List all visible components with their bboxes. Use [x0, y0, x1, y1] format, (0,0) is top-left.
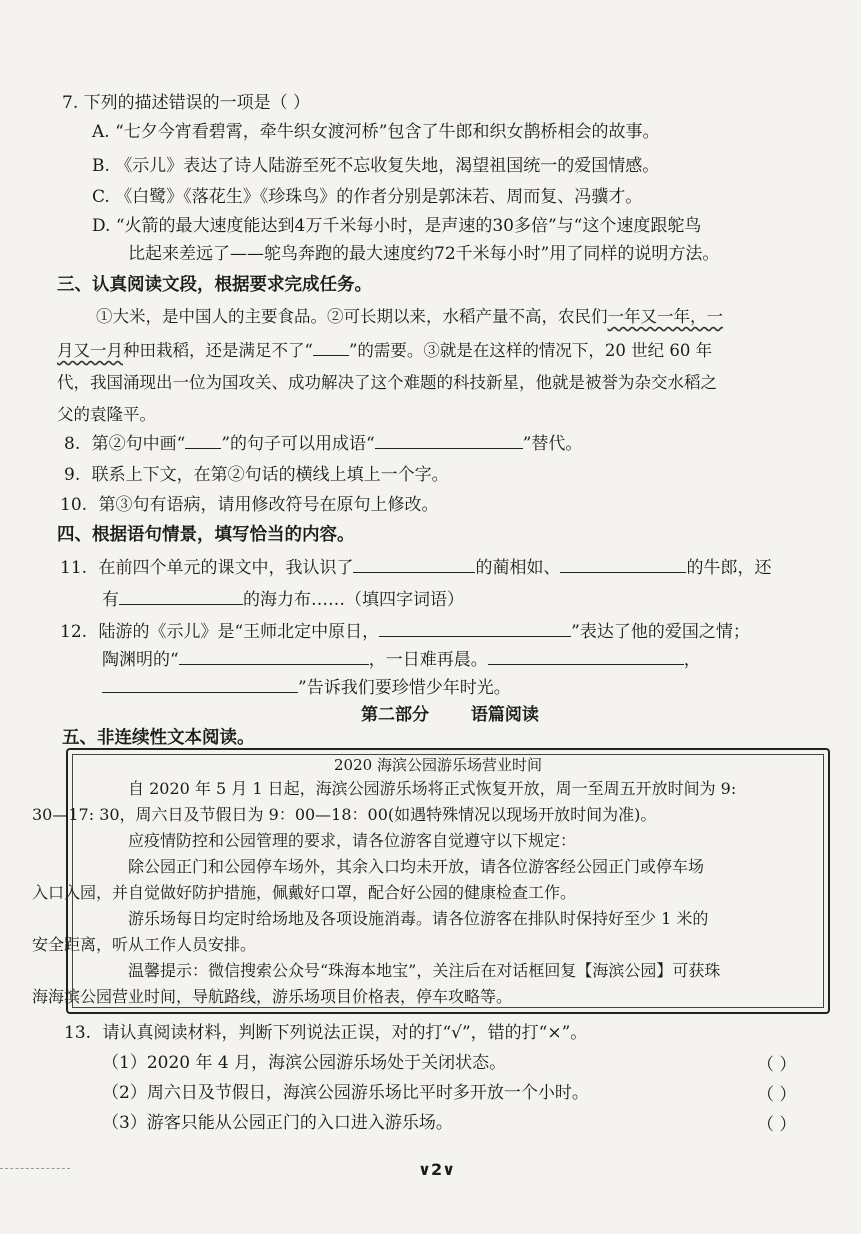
- part-label: 语篇阅读: [470, 705, 539, 725]
- q7-stem: [62, 92, 310, 114]
- q7-option-c: [92, 186, 642, 208]
- poem-blank[interactable]: [488, 648, 684, 665]
- notice-line: 游乐场每日均定时给场地及各项设施消毒。请各位游客在排队时保持好至少 1 米的: [128, 909, 709, 928]
- option-text: 《示儿》表达了诗人陆游至死不忘收复失地，渴望祖国统一的爱国情感。: [115, 156, 660, 176]
- notice-line: 除公园正门和公园停车场外，其余入口均未开放，请各位游客经公园正门或停车场: [128, 857, 705, 876]
- q7-option-d-cont: [128, 231, 720, 264]
- answer-parens[interactable]: （ ）: [757, 1085, 797, 1105]
- notice-line: 自 2020 年 5 月 1 日起，海滨公园游乐场将正式恢复开放，周一至周五开放时间为 9:: [128, 779, 737, 798]
- question-text: 有: [102, 590, 119, 610]
- question-text: 下列的描述错误的一项是（ ）: [83, 93, 311, 113]
- notice-box: [32, 748, 830, 1014]
- notice-title: 2020 海滨公园游乐场营业时间: [334, 756, 542, 774]
- page-mark-right: ∨: [442, 1160, 456, 1179]
- q7-option-a: [92, 121, 659, 143]
- fill-blank[interactable]: [313, 339, 349, 356]
- poem-blank[interactable]: [102, 676, 298, 693]
- option-label: C.: [92, 187, 110, 207]
- question-text: 请认真阅读材料，判断下列说法正误，对的打“√”，错的打“×”。: [102, 1023, 588, 1043]
- question-text: 陶渊明的“: [102, 650, 179, 670]
- question-number: 12.: [60, 622, 88, 642]
- question-text: ，一日难再晨。: [368, 650, 488, 670]
- passage-text: 种田栽稻，还是满足不了“: [123, 341, 313, 360]
- question-number: 10.: [60, 495, 88, 515]
- answer-parens[interactable]: （ ）: [757, 1055, 797, 1075]
- section-3-title: 三、认真阅读文段，根据要求完成任务。: [57, 275, 372, 295]
- option-text: “火箭的最大速度能达到4万千米每小时，是声速的30多倍”与“这个速度跟鸵鸟: [115, 216, 702, 236]
- notice-line: 入口入园，并自觉做好防护措施，佩戴好口罩，配合好公园的健康检查工作。: [32, 883, 577, 902]
- question-number: 13.: [64, 1023, 92, 1043]
- q11-line-1: [60, 556, 771, 579]
- poem-blank[interactable]: [179, 648, 369, 665]
- passage-line-1: [96, 306, 723, 328]
- passage-text: ”的需要。③就是在这样的情况下，20 世纪 60 年: [348, 341, 713, 360]
- fill-blank[interactable]: [353, 556, 475, 573]
- q12-line-2: [102, 648, 701, 671]
- passage-line-4: 父的袁隆平。: [57, 405, 156, 424]
- passage-line-2: [57, 339, 712, 362]
- page-mark-left: ∨: [418, 1160, 431, 1179]
- section-4-title: 四、根据语句情景，填写恰当的内容。: [57, 525, 355, 545]
- q9: [64, 464, 449, 486]
- question-number: 11.: [60, 558, 88, 578]
- fill-blank[interactable]: [185, 432, 221, 449]
- notice-line: 安全距离，听从工作人员安排。: [32, 935, 257, 954]
- part-label: 第二部分: [361, 705, 429, 725]
- fill-blank[interactable]: [119, 588, 243, 605]
- question-number: 7.: [62, 93, 79, 113]
- q8: [64, 432, 582, 455]
- wavy-underlined-text: 一年又一年，一: [607, 307, 723, 326]
- question-text: 在前四个单元的课文中，我认识了: [98, 558, 354, 578]
- question-text: ”的句子可以用成语“: [221, 434, 375, 454]
- part-2-header: [361, 704, 539, 726]
- question-text: ”表达了他的爱国之情；: [571, 622, 750, 642]
- q10: [60, 494, 438, 516]
- q13-item-1: （1）2020 年 4 月，海滨公园游乐场处于关闭状态。: [102, 1053, 507, 1073]
- q12-line-1: [60, 620, 750, 643]
- page-number: [418, 1160, 455, 1179]
- question-text: ”替代。: [522, 434, 583, 454]
- q13-item-2: （2）周六日及节假日，海滨公园游乐场比平时多开放一个小时。: [102, 1083, 589, 1103]
- question-text: 的海力布……（填四字词语）: [243, 590, 464, 610]
- section-5-title: 五、非连续性文本阅读。: [62, 728, 255, 748]
- question-text: 的蔺相如、: [475, 558, 561, 578]
- question-number: 9.: [64, 465, 81, 485]
- question-text: 陆游的《示儿》是“王师北定中原日，: [98, 622, 380, 642]
- question-text: ，: [683, 650, 701, 670]
- question-text: 第③句有语病，请用修改符号在原句上修改。: [98, 495, 439, 515]
- notice-line: 海海滨公园营业时间，导航路线，游乐场项目价格表，停车攻略等。: [32, 987, 513, 1006]
- poem-blank[interactable]: [379, 620, 571, 637]
- answer-parens[interactable]: （ ）: [757, 1115, 797, 1135]
- option-text: 比起来差远了——鸵鸟奔跑的最大速度约72千米每小时”用了同样的说明方法。: [128, 244, 720, 264]
- question-number: 8.: [64, 434, 81, 454]
- passage-line-3: 代，我国涌现出一位为国攻关、成功解决了这个难题的科技新星，他就是被誉为杂交水稻之: [57, 373, 717, 392]
- option-label: D.: [92, 216, 111, 236]
- passage-text: ①大米，是中国人的主要食品。②可长期以来，水稻产量不高，农民们: [96, 307, 608, 326]
- option-text: “七夕今宵看碧霄，牵牛织女渡河桥”包含了牛郎和织女鹊桥相会的故事。: [115, 122, 660, 142]
- option-label: A.: [92, 122, 110, 142]
- q13-item-3: （3）游客只能从公园正门的入口进入游乐场。: [102, 1113, 453, 1133]
- notice-line: 应疫情防控和公园管理的要求，请各位游客自觉遵守以下规定：: [128, 831, 577, 850]
- wavy-underlined-text: 月又一月: [57, 341, 123, 360]
- question-text: 的牛郎，还: [686, 558, 772, 578]
- option-text: 《白鹭》《落花生》《珍珠鸟》的作者分别是郭沫若、周而复、冯骥才。: [115, 187, 643, 207]
- option-label: B.: [92, 156, 110, 176]
- scan-line: [0, 1168, 70, 1169]
- q11-line-2: [102, 588, 464, 611]
- fill-blank[interactable]: [560, 556, 686, 573]
- idiom-blank[interactable]: [375, 432, 523, 449]
- notice-line: 30—17: 30，周六日及节假日为 9：00—18：00(如遇特殊情况以现场开放时间为准)。: [32, 805, 657, 824]
- notice-line: 温馨提示：微信搜索公众号“珠海本地宝”，关注后在对话框回复【海滨公园】可获珠: [128, 961, 721, 980]
- question-text: 联系上下文，在第②句话的横线上填上一个字。: [91, 465, 449, 485]
- question-text: 第②句中画“: [91, 434, 186, 454]
- q12-line-3: [102, 676, 511, 699]
- question-text: ”告诉我们要珍惜少年时光。: [298, 678, 511, 698]
- q7-option-b: [92, 155, 659, 177]
- q13: [64, 1022, 587, 1044]
- page-number-text: 2: [431, 1160, 443, 1179]
